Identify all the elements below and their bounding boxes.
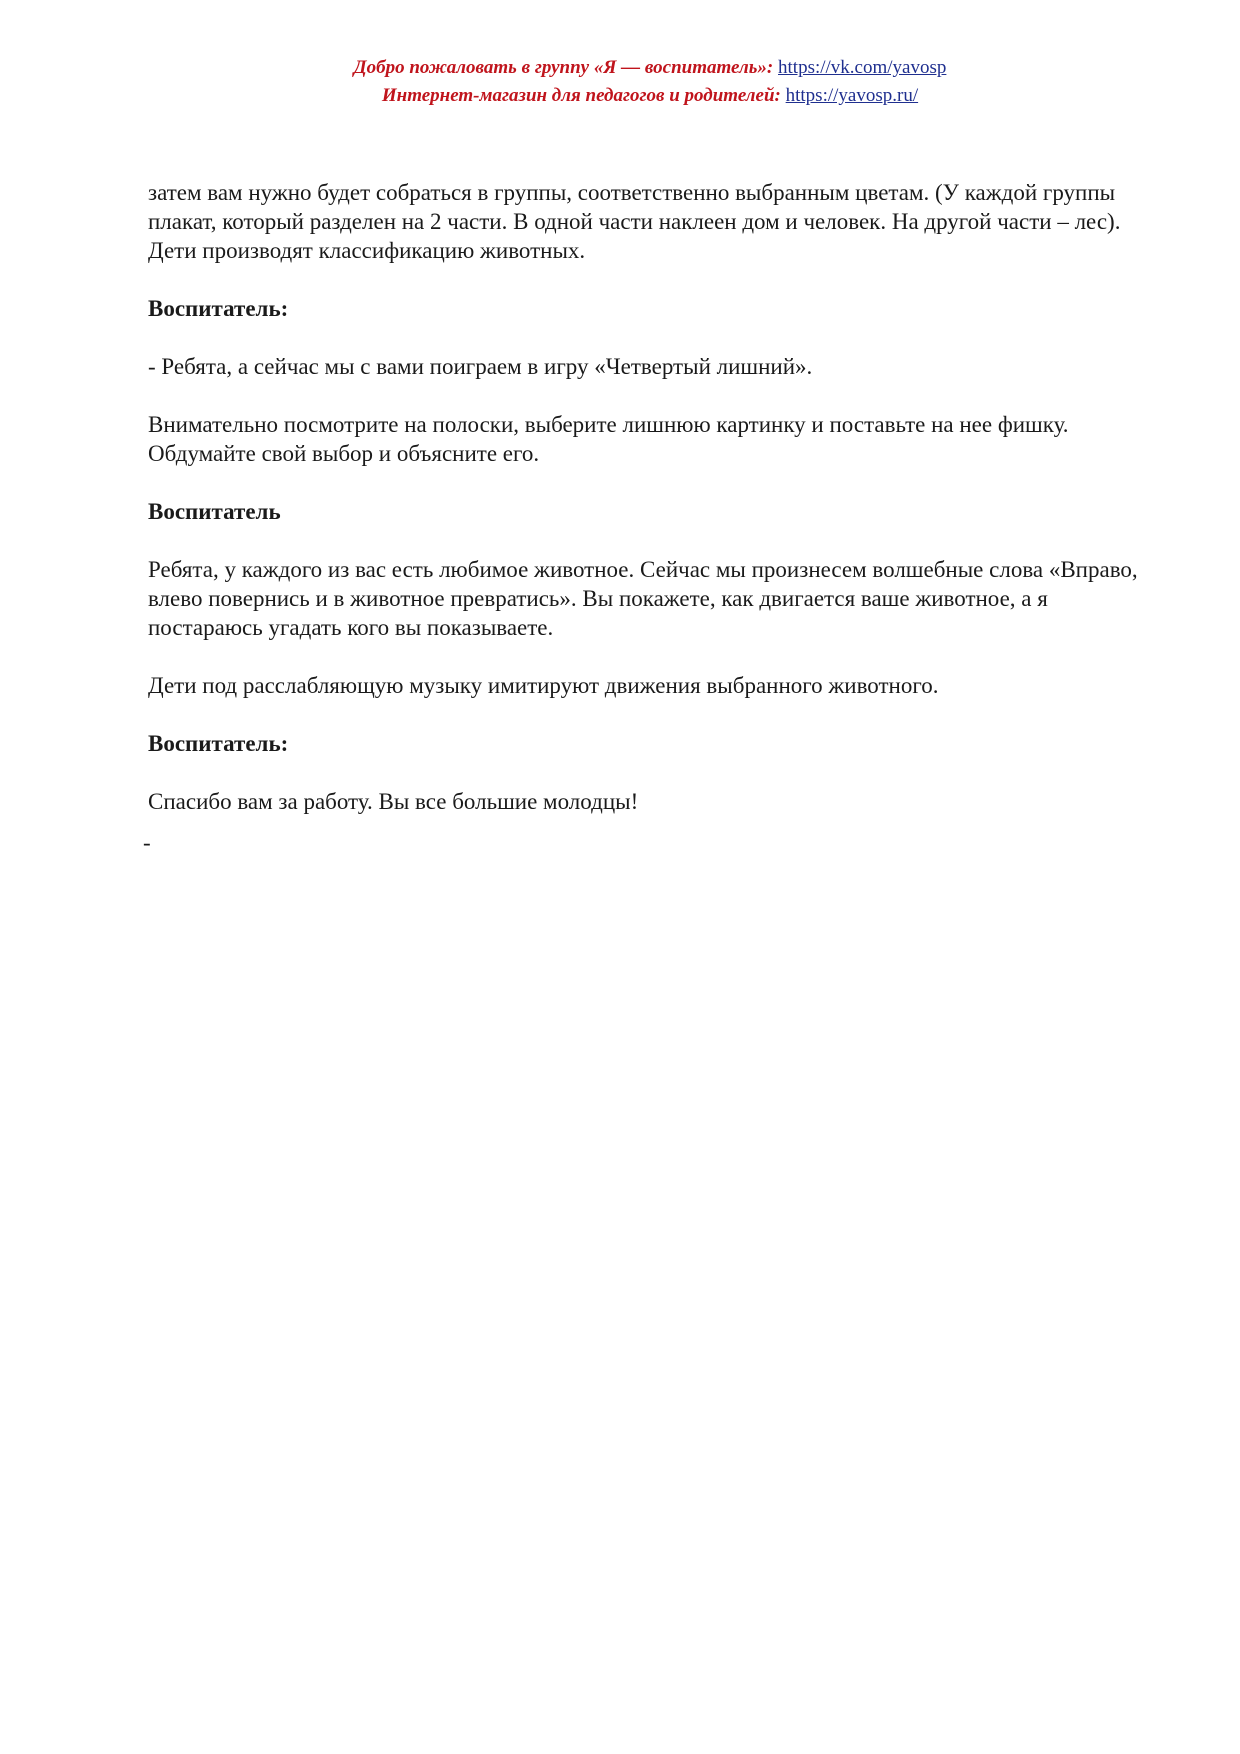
paragraph-instructions: Внимательно посмотрите на полоски, выберите лишнюю картинку и поставьте на нее фишку. Обдумайте свой выбор и объясните его. — [148, 412, 1069, 466]
speaker-heading: Воспитатель: — [148, 731, 289, 756]
paragraph-groups: затем вам нужно будет собраться в группы, соответственно выбранным цветам. (У каждой группы плакат, который разделен на 2 части. В одной части наклеен дом и человек. На другой части – лес). Дети производят классификацию животных. — [148, 180, 1121, 263]
paragraph-favorite-animal: Ребята, у каждого из вас есть любимое животное. Сейчас мы произнесем волшебные слова «Вправо, влево повернись и в животное превратись». Вы покажете, как двигается ваше животное, а я постараюсь угадать кого вы показываете. — [148, 557, 1138, 640]
paragraph-thanks: Спасибо вам за работу. Вы все большие молодцы! — [148, 789, 639, 814]
speaker-heading: Воспитатель — [148, 499, 281, 524]
speaker-heading: Воспитатель: — [148, 296, 289, 321]
paragraph-music: Дети под расслабляющую музыку имитируют движения выбранного животного. — [148, 673, 939, 698]
paragraph-game: - Ребята, а сейчас мы с вами поиграем в игру «Четвертый лишний». — [148, 354, 813, 379]
header-line-2 — [0, 82, 1240, 110]
document-body — [148, 178, 1138, 845]
shop-link[interactable]: https://yavosp.ru/ — [785, 85, 919, 106]
vk-group-link[interactable]: https://vk.com/yavosp — [778, 57, 947, 78]
page-header — [0, 54, 1240, 110]
shop-text: Интернет-магазин для педагогов и родителей: — [381, 85, 781, 106]
trailing-dash: - — [143, 830, 151, 855]
group-welcome-text: Добро пожаловать в группу «Я — воспитатель»: — [353, 57, 774, 78]
header-line-1 — [0, 54, 1240, 82]
